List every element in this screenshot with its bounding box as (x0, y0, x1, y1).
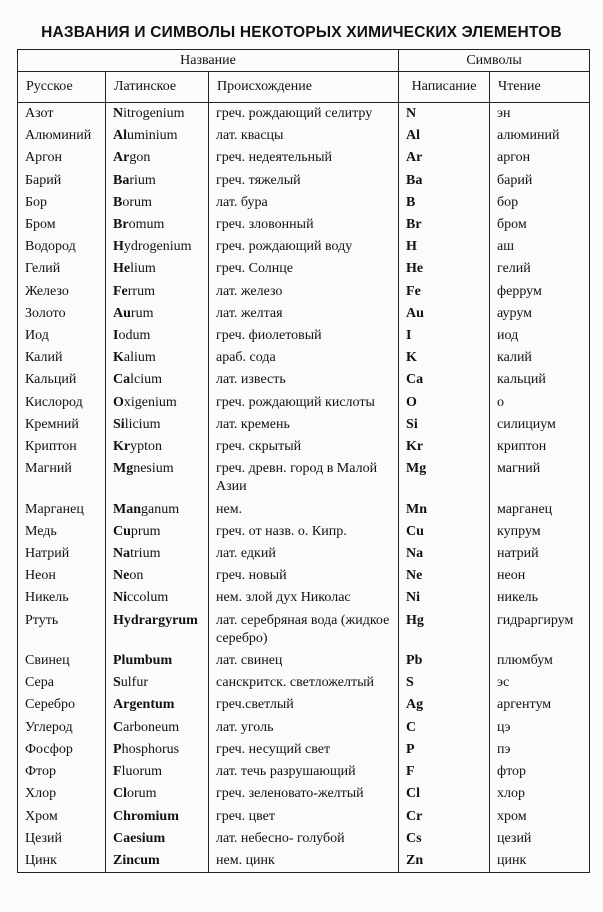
table-row (18, 587, 590, 609)
table-row (18, 236, 590, 258)
origin: греч.светлый (209, 694, 399, 716)
table-row (18, 672, 590, 694)
reading: аргентум (490, 694, 590, 716)
latin-name (106, 458, 209, 498)
russian-name: Цинк (18, 850, 106, 873)
reading: пэ (490, 739, 590, 761)
russian-name: Водород (18, 236, 106, 258)
latin-name (106, 125, 209, 147)
latin-name-symbol-part: O (113, 394, 124, 410)
reading: цэ (490, 717, 590, 739)
latin-name-rest: ulfur (120, 675, 149, 691)
origin: лат. течь разрушающий (209, 761, 399, 783)
russian-name: Калий (18, 347, 106, 369)
latin-name (106, 828, 209, 850)
table-row (18, 103, 590, 126)
origin: греч. цвет (209, 806, 399, 828)
russian-name: Сера (18, 672, 106, 694)
table-row (18, 369, 590, 391)
latin-name-symbol-part: Ni (113, 590, 127, 606)
symbol: Ne (399, 565, 490, 587)
reading: криптон (490, 436, 590, 458)
latin-name-symbol-part: He (113, 261, 131, 277)
latin-name (106, 672, 209, 694)
reading: цезий (490, 828, 590, 850)
origin: санскритск. светложелтый (209, 672, 399, 694)
latin-name (106, 325, 209, 347)
latin-name-symbol-part: Ca (113, 372, 131, 388)
latin-name (106, 214, 209, 236)
table-row (18, 565, 590, 587)
russian-name: Гелий (18, 258, 106, 280)
table-row (18, 650, 590, 672)
latin-name-symbol-part: Mg (113, 461, 134, 477)
origin: лат. желтая (209, 303, 399, 325)
reading: бор (490, 192, 590, 214)
reading: бром (490, 214, 590, 236)
symbol: Ca (399, 369, 490, 391)
table-row (18, 610, 590, 650)
origin: лат. небесно- голубой (209, 828, 399, 850)
latin-name (106, 347, 209, 369)
reading: плюмбум (490, 650, 590, 672)
russian-name: Аргон (18, 147, 106, 169)
symbol: Cr (399, 806, 490, 828)
table-row (18, 325, 590, 347)
symbol: Kr (399, 436, 490, 458)
symbol: Ar (399, 147, 490, 169)
latin-name-symbol-part: Br (113, 217, 129, 233)
latin-name-rest: hosphorus (121, 741, 180, 757)
latin-name (106, 521, 209, 543)
latin-name-symbol-part: Hydrargyrum (113, 612, 198, 628)
reading: хром (490, 806, 590, 828)
latin-name-symbol-part: Plumbum (113, 653, 173, 669)
russian-name: Натрий (18, 543, 106, 565)
symbol: Al (399, 125, 490, 147)
latin-name-rest: lium (130, 261, 156, 277)
reading: марганец (490, 499, 590, 521)
latin-name (106, 587, 209, 609)
origin: греч. рождающий селитру (209, 103, 399, 126)
origin: греч. тяжелый (209, 170, 399, 192)
table-row (18, 499, 590, 521)
latin-name-rest: arboneum (123, 719, 180, 735)
origin: лат. серебряная вода (жидкое серебро) (209, 610, 399, 650)
latin-name-rest: ccolum (127, 590, 169, 606)
reading: цинк (490, 850, 590, 873)
russian-name: Серебро (18, 694, 106, 716)
latin-name-rest: rum (130, 305, 154, 321)
reading: барий (490, 170, 590, 192)
table-row (18, 170, 590, 192)
symbol: K (399, 347, 490, 369)
symbol: P (399, 739, 490, 761)
origin: греч. новый (209, 565, 399, 587)
russian-name: Кислород (18, 392, 106, 414)
symbol: N (399, 103, 490, 126)
origin: лат. уголь (209, 717, 399, 739)
origin: греч. Солнце (209, 258, 399, 280)
symbol: Pb (399, 650, 490, 672)
reading: эн (490, 103, 590, 126)
latin-name-symbol-part: Man (113, 501, 141, 517)
russian-name: Азот (18, 103, 106, 126)
latin-name (106, 258, 209, 280)
latin-name-symbol-part: C (113, 719, 124, 735)
symbol: Hg (399, 610, 490, 650)
latin-name (106, 694, 209, 716)
latin-name-rest: prum (130, 523, 161, 539)
russian-name: Ртуть (18, 610, 106, 650)
origin: греч. фиолетовый (209, 325, 399, 347)
origin: греч. зеленовато-желтый (209, 783, 399, 805)
latin-name-symbol-part: F (113, 764, 122, 780)
russian-name: Углерод (18, 717, 106, 739)
latin-name (106, 783, 209, 805)
latin-name (106, 806, 209, 828)
table-row (18, 347, 590, 369)
russian-name: Железо (18, 281, 106, 303)
russian-name: Магний (18, 458, 106, 498)
latin-name (106, 543, 209, 565)
symbol: F (399, 761, 490, 783)
reading: гелий (490, 258, 590, 280)
russian-name: Криптон (18, 436, 106, 458)
latin-name-symbol-part: Kr (113, 439, 131, 455)
latin-name (106, 170, 209, 192)
latin-name-symbol-part: Fe (113, 283, 128, 299)
header-latin: Латинское (106, 72, 209, 103)
reading: никель (490, 587, 590, 609)
latin-name-rest: itrogenium (123, 106, 185, 121)
latin-name-symbol-part: S (113, 675, 121, 691)
latin-name-rest: orum (122, 194, 152, 210)
table-row (18, 192, 590, 214)
latin-name-symbol-part: Chromium (113, 808, 179, 824)
latin-name (106, 739, 209, 761)
russian-name: Хром (18, 806, 106, 828)
origin: греч. несущий свет (209, 739, 399, 761)
symbol: I (399, 325, 490, 347)
table-row (18, 828, 590, 850)
origin: греч. зловонный (209, 214, 399, 236)
origin: араб. сода (209, 347, 399, 369)
origin: греч. рождающий кислоты (209, 392, 399, 414)
symbol: Cl (399, 783, 490, 805)
origin: лат. едкий (209, 543, 399, 565)
reading: хлор (490, 783, 590, 805)
latin-name-symbol-part: Ne (113, 568, 130, 584)
table-row (18, 739, 590, 761)
table-row (18, 521, 590, 543)
table-row (18, 125, 590, 147)
latin-name-symbol-part: Cl (113, 786, 127, 802)
latin-name-rest: odum (118, 328, 151, 344)
table-row (18, 147, 590, 169)
header-russian: Русское (18, 72, 106, 103)
origin: греч. от назв. о. Кипр. (209, 521, 399, 543)
latin-name-rest: ganum (141, 501, 180, 517)
origin: греч. древн. город в Малой Азии (209, 458, 399, 498)
latin-name-symbol-part: Argentum (113, 697, 175, 713)
symbol: Ni (399, 587, 490, 609)
table-row (18, 281, 590, 303)
reading: эс (490, 672, 590, 694)
table-row (18, 258, 590, 280)
latin-name-symbol-part: Ba (113, 172, 130, 188)
russian-name: Иод (18, 325, 106, 347)
latin-name-rest: orum (127, 786, 157, 802)
table-row (18, 761, 590, 783)
symbol: O (399, 392, 490, 414)
symbol: Na (399, 543, 490, 565)
header-writing: Написание (399, 72, 490, 103)
latin-name-symbol-part: Al (113, 128, 127, 144)
russian-name: Неон (18, 565, 106, 587)
latin-name (106, 103, 209, 126)
russian-name: Кремний (18, 414, 106, 436)
latin-name (106, 303, 209, 325)
elements-table (17, 49, 590, 873)
latin-name-symbol-part: Au (113, 305, 131, 321)
document-title: НАЗВАНИЯ И СИМВОЛЫ НЕКОТОРЫХ ХИМИЧЕСКИХ ЭЛЕМЕНТОВ (41, 24, 562, 41)
reading: аргон (490, 147, 590, 169)
russian-name: Никель (18, 587, 106, 609)
origin: нем. (209, 499, 399, 521)
latin-name (106, 236, 209, 258)
reading: кальций (490, 369, 590, 391)
origin: нем. злой дух Николас (209, 587, 399, 609)
latin-name-symbol-part: K (113, 350, 124, 366)
reading: купрум (490, 521, 590, 543)
latin-name (106, 610, 209, 650)
symbol: C (399, 717, 490, 739)
latin-name-symbol-part: Zincum (113, 852, 160, 868)
latin-name-rest: alium (123, 350, 156, 366)
latin-name (106, 392, 209, 414)
latin-name (106, 499, 209, 521)
symbol: Fe (399, 281, 490, 303)
header-origin: Происхождение (209, 72, 399, 103)
origin: лат. квасцы (209, 125, 399, 147)
latin-name-symbol-part: B (113, 194, 123, 210)
latin-name (106, 414, 209, 436)
latin-name (106, 761, 209, 783)
origin: греч. недеятельный (209, 147, 399, 169)
table-row (18, 850, 590, 873)
latin-name-symbol-part: Caesium (113, 830, 166, 846)
latin-name-symbol-part: Ar (113, 150, 130, 166)
symbol: H (399, 236, 490, 258)
table-row (18, 717, 590, 739)
latin-name (106, 717, 209, 739)
reading: магний (490, 458, 590, 498)
latin-name-symbol-part: P (113, 741, 122, 757)
russian-name: Цезий (18, 828, 106, 850)
table-row (18, 392, 590, 414)
origin: нем. цинк (209, 850, 399, 873)
table-row (18, 214, 590, 236)
latin-name-rest: trium (130, 546, 161, 562)
reading: фтор (490, 761, 590, 783)
latin-name (106, 565, 209, 587)
table-row (18, 458, 590, 498)
latin-name-symbol-part: Cu (113, 523, 131, 539)
symbol: Au (399, 303, 490, 325)
table-body (18, 103, 590, 873)
table-row (18, 303, 590, 325)
russian-name: Бор (18, 192, 106, 214)
latin-name-symbol-part: I (113, 328, 119, 344)
symbol: Cs (399, 828, 490, 850)
table-row (18, 806, 590, 828)
symbol: S (399, 672, 490, 694)
origin: лат. кремень (209, 414, 399, 436)
latin-name-rest: omum (128, 217, 165, 233)
latin-name-rest: luorum (121, 764, 163, 780)
reading: калий (490, 347, 590, 369)
header-reading: Чтение (490, 72, 590, 103)
latin-name-rest: on (129, 568, 144, 584)
latin-name-rest: lcium (130, 372, 163, 388)
russian-name: Фосфор (18, 739, 106, 761)
russian-name: Медь (18, 521, 106, 543)
latin-name (106, 192, 209, 214)
latin-name (106, 436, 209, 458)
latin-name-rest: ypton (130, 439, 162, 455)
symbol: Br (399, 214, 490, 236)
latin-name-rest: rrum (127, 283, 155, 299)
reading: о (490, 392, 590, 414)
origin: греч. рождающий воду (209, 236, 399, 258)
origin: лат. железо (209, 281, 399, 303)
table-row (18, 436, 590, 458)
table-row (18, 783, 590, 805)
symbol: Si (399, 414, 490, 436)
symbol: B (399, 192, 490, 214)
symbol: Ba (399, 170, 490, 192)
latin-name-rest: gon (129, 150, 151, 166)
latin-name (106, 281, 209, 303)
reading: натрий (490, 543, 590, 565)
reading: аш (490, 236, 590, 258)
russian-name: Хлор (18, 783, 106, 805)
reading: феррум (490, 281, 590, 303)
symbol: Mg (399, 458, 490, 498)
russian-name: Фтор (18, 761, 106, 783)
latin-name-rest: licium (124, 416, 161, 432)
latin-name-symbol-part: H (113, 239, 124, 255)
latin-name-rest: nesium (133, 461, 174, 477)
origin: лат. бура (209, 192, 399, 214)
latin-name-rest: ydrogenium (123, 239, 192, 255)
table-row (18, 694, 590, 716)
russian-name: Кальций (18, 369, 106, 391)
origin: греч. скрытый (209, 436, 399, 458)
symbol: Cu (399, 521, 490, 543)
russian-name: Барий (18, 170, 106, 192)
russian-name: Свинец (18, 650, 106, 672)
latin-name-rest: uminium (127, 128, 178, 144)
reading: аурум (490, 303, 590, 325)
reading: неон (490, 565, 590, 587)
symbol: Zn (399, 850, 490, 873)
latin-name-rest: xigenium (123, 394, 177, 410)
symbol: Mn (399, 499, 490, 521)
latin-name (106, 147, 209, 169)
origin: лат. свинец (209, 650, 399, 672)
reading: алюминий (490, 125, 590, 147)
latin-name-rest: rium (129, 172, 156, 188)
latin-name (106, 369, 209, 391)
latin-name (106, 650, 209, 672)
russian-name: Бром (18, 214, 106, 236)
russian-name: Марганец (18, 499, 106, 521)
latin-name-symbol-part: N (113, 106, 124, 121)
latin-name (106, 850, 209, 873)
reading: гидраргирум (490, 610, 590, 650)
symbol: Ag (399, 694, 490, 716)
latin-name-symbol-part: Si (113, 416, 125, 432)
origin: лат. известь (209, 369, 399, 391)
latin-name-symbol-part: Na (113, 546, 131, 562)
russian-name: Золото (18, 303, 106, 325)
table-row (18, 543, 590, 565)
header-group-symbols: Символы (399, 50, 590, 72)
reading: силициум (490, 414, 590, 436)
header-group-name: Название (18, 50, 399, 72)
russian-name: Алюминий (18, 125, 106, 147)
table-row (18, 414, 590, 436)
reading: иод (490, 325, 590, 347)
symbol: He (399, 258, 490, 280)
